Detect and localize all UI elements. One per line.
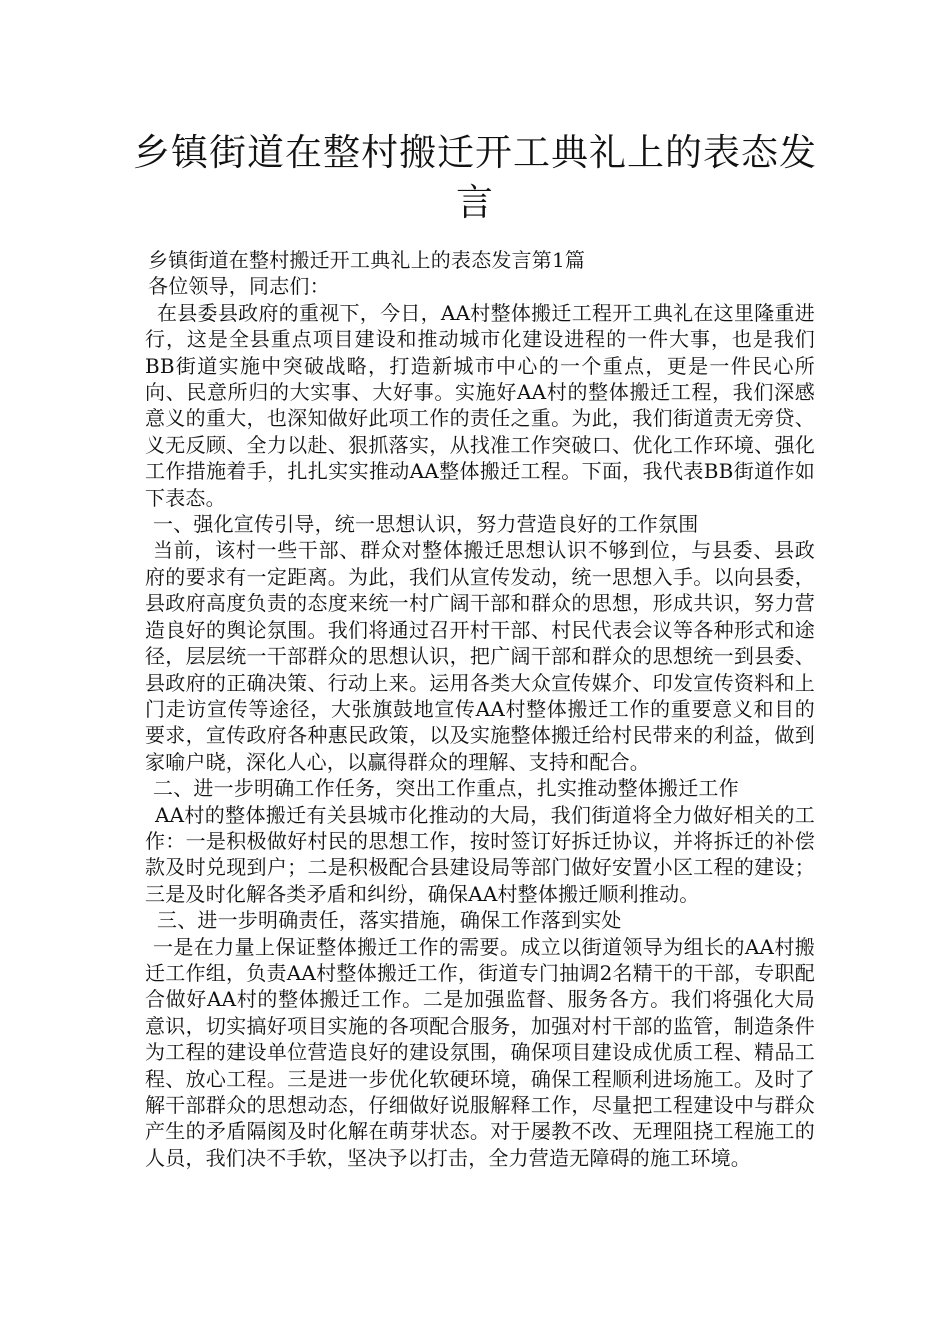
document-title: 乡镇街道在整村搬迁开工典礼上的表态发言 bbox=[133, 131, 817, 224]
section-heading: 二、进一步明确工作任务，突出工作重点，扎实推动整体搬迁工作 bbox=[153, 776, 739, 801]
section-heading: 三、进一步明确责任，落实措施，确保工作落到实处 bbox=[157, 908, 622, 933]
document-body bbox=[145, 247, 815, 1171]
body-paragraph: 一是在力量上保证整体搬迁工作的需要。成立以街道领导为组长的AA村搬迁工作组，负责AA村整体搬迁工作，街道专门抽调2名精干的干部，专职配合做好AA村的整体搬迁工作。二是加强监督、服务各方。我们将强化大局意识，切实搞好项目实施的各项配合服务，加强对村干部的监管，制造条件为工程的建设单位营造良好的建设氛围，确保项目建设成优质工程、精品工程、放心工程。三是进一步优化软硬环境，确保工程顺利进场施工。及时了解干部群众的思想动态，仔细做好说服解释工作，尽量把工程建设中与群众产生的矛盾隔阂及时化解在萌芽状态。对于屡教不改、无理阻挠工程施工的人员，我们决不手软，坚决予以打击，全力营造无障碍的施工环境。 bbox=[145, 934, 815, 1170]
salutation: 各位领导，同志们： bbox=[148, 274, 330, 299]
part-heading: 乡镇街道在整村搬迁开工典礼上的表态发言第1篇 bbox=[148, 248, 586, 272]
section-heading: 一、强化宣传引导，统一思想认识，努力营造良好的工作氛围 bbox=[153, 512, 699, 537]
body-paragraph: 当前，该村一些干部、群众对整体搬迁思想认识不够到位，与县委、县政府的要求有一定距离。为此，我们从宣传发动，统一思想入手。以向县委，县政府高度负责的态度来统一村广阔干部和群众的思想，形成共识，努力营造良好的舆论氛围。我们将通过召开村干部、村民代表会议等各种形式和途径，层层统一干部群众的思想认识，把广阔干部和群众的思想统一到县委、县政府的正确决策、行动上来。运用各类大众宣传媒介、印发宣传资料和上门走访宣传等途径，大张旗鼓地宣传AA村整体搬迁工作的重要意义和目的要求，宣传政府各种惠民政策，以及实施整体搬迁给村民带来的利益，做到家喻户晓，深化人心，以赢得群众的理解、支持和配合。 bbox=[145, 538, 815, 774]
body-paragraph: AA村的整体搬迁有关县城市化推动的大局，我们街道将全力做好相关的工作：一是积极做好村民的思想工作，按时签订好拆迁协议，并将拆迁的补偿款及时兑现到户；二是积极配合县建设局等部门做好安置小区工程的建设；三是及时化解各类矛盾和纠纷，确保AA村整体搬迁顺利推动。 bbox=[145, 802, 815, 906]
body-paragraph: 在县委县政府的重视下，今日，AA村整体搬迁工程开工典礼在这里隆重进行，这是全县重点项目建设和推动城市化建设进程的一件大事，也是我们BB街道实施中突破战略，打造新城市中心的一个重点，更是一件民心所向、民意所归的大实事、大好事。实施好AA村的整体搬迁工程，我们深感意义的重大，也深知做好此项工作的责任之重。为此，我们街道责无旁贷、义无反顾、全力以赴、狠抓落实，从找准工作突破口、优化工作环境、强化工作措施着手，扎扎实实推动AA整体搬迁工程。下面，我代表BB街道作如下表态。 bbox=[145, 300, 815, 510]
